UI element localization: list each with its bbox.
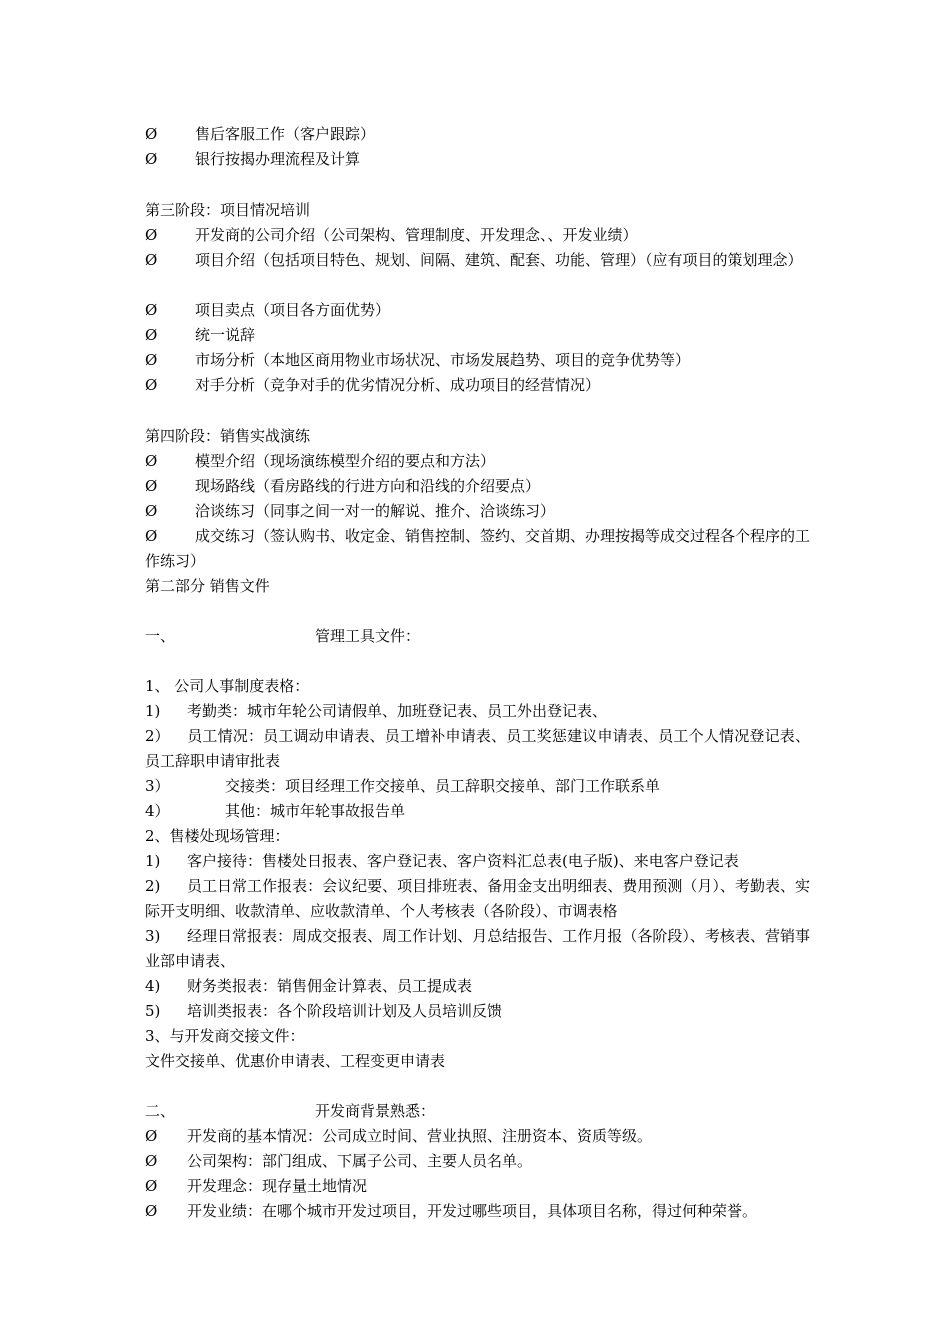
list-number: 2) bbox=[145, 877, 161, 895]
list-item bbox=[145, 999, 810, 1024]
bullet-item bbox=[145, 524, 810, 574]
bullet-text: 市场分析（本地区商用物业市场状况、市场发展趋势、项目的竞争优势等） bbox=[195, 351, 691, 369]
bullet-marker: Ø bbox=[145, 1127, 158, 1145]
list-number: 2） bbox=[145, 727, 170, 745]
section-number: 二、 bbox=[145, 1102, 176, 1120]
bullet-text: 开发商的公司介绍（公司架构、管理制度、开发理念、、开发业绩） bbox=[195, 226, 638, 244]
bullet-text: 统一说辞 bbox=[195, 326, 256, 344]
bullet-marker: Ø bbox=[145, 226, 158, 244]
bullet-text: 售后客服工作（客户跟踪） bbox=[195, 125, 376, 143]
list-text: 考勤类：城市年轮公司请假单、加班登记表、员工外出登记表、 bbox=[187, 702, 608, 720]
list-item bbox=[145, 924, 810, 974]
bullet-text: 洽谈练习（同事之间一对一的解说、推介、洽谈练习） bbox=[195, 502, 556, 520]
bullet-item bbox=[145, 1199, 810, 1224]
list-number: 4) bbox=[145, 977, 161, 995]
bullet-item bbox=[145, 474, 810, 499]
list-number: 3） bbox=[145, 777, 170, 795]
bullet-text: 银行按揭办理流程及计算 bbox=[195, 150, 361, 168]
bullet-marker: Ø bbox=[145, 301, 158, 319]
list-item bbox=[145, 874, 810, 924]
list-item bbox=[145, 849, 810, 874]
list-number: 1) bbox=[145, 702, 161, 720]
bullet-text: 对手分析（竞争对手的优劣情况分析、成功项目的经营情况） bbox=[195, 376, 601, 394]
subsection-heading: 1、 公司人事制度表格： bbox=[145, 677, 310, 695]
bullet-text: 开发理念：现存量土地情况 bbox=[187, 1177, 368, 1195]
bullet-item bbox=[145, 1149, 810, 1174]
bullet-marker: Ø bbox=[145, 477, 158, 495]
subsection-heading: 3、与开发商交接文件： bbox=[145, 1027, 305, 1045]
bullet-marker: Ø bbox=[145, 1177, 158, 1195]
bullet-text: 成交练习（签认购书、收定金、销售控制、签约、交首期、办理按揭等成交过程各个程序的工作练习） bbox=[145, 527, 811, 570]
list-text: 客户接待：售楼处日报表、客户登记表、客户资料汇总表(电子版)、来电客户登记表 bbox=[187, 852, 739, 870]
list-item bbox=[145, 699, 810, 724]
bullet-marker: Ø bbox=[145, 251, 158, 269]
list-number: 1) bbox=[145, 852, 161, 870]
bullet-item bbox=[145, 499, 810, 524]
bullet-text: 开发商的基本情况：公司成立时间、营业执照、注册资本、资质等级。 bbox=[187, 1127, 653, 1145]
bullet-item bbox=[145, 373, 810, 398]
bullet-item bbox=[145, 248, 810, 273]
bullet-item bbox=[145, 348, 810, 373]
bullet-item bbox=[145, 223, 810, 248]
stage4-heading: 第四阶段：销售实战演练 bbox=[145, 427, 311, 445]
section-title: 开发商背景熟悉： bbox=[315, 1102, 436, 1120]
bullet-item bbox=[145, 449, 810, 474]
paragraph: 文件交接单、优惠价申请表、工程变更申请表 bbox=[145, 1052, 446, 1070]
bullet-marker: Ø bbox=[145, 150, 158, 168]
stage3-heading: 第三阶段：项目情况培训 bbox=[145, 201, 311, 219]
list-item bbox=[145, 799, 810, 824]
list-text: 财务类报表：销售佣金计算表、员工提成表 bbox=[187, 977, 473, 995]
bullet-text: 项目介绍（包括项目特色、规划、间隔、建筑、配套、功能、管理）（应有项目的策划理念） bbox=[195, 251, 803, 269]
list-text: 员工情况：员工调动申请表、员工增补申请表、员工奖惩建议申请表、员工个人情况登记表、员工辞职申请审批表 bbox=[145, 727, 810, 770]
list-text: 经理日常报表：周成交报表、周工作计划、月总结报告、工作月报（各阶段）、考核表、营销事业部申请表、 bbox=[145, 927, 810, 970]
list-text: 培训类报表：各个阶段培训计划及人员培训反馈 bbox=[187, 1002, 503, 1020]
list-item bbox=[145, 774, 810, 799]
list-item bbox=[145, 724, 810, 774]
list-item bbox=[145, 974, 810, 999]
bullet-item bbox=[145, 1174, 810, 1199]
bullet-marker: Ø bbox=[145, 452, 158, 470]
bullet-marker: Ø bbox=[145, 527, 158, 545]
section-number: 一、 bbox=[145, 627, 176, 645]
section-title: 管理工具文件： bbox=[315, 627, 421, 645]
bullet-marker: Ø bbox=[145, 1152, 158, 1170]
bullet-text: 现场路线（看房路线的行进方向和沿线的介绍要点） bbox=[195, 477, 541, 495]
subsection-heading: 2、售楼处现场管理： bbox=[145, 827, 290, 845]
bullet-text: 项目卖点（项目各方面优势） bbox=[195, 301, 391, 319]
bullet-marker: Ø bbox=[145, 326, 158, 344]
list-text: 交接类：项目经理工作交接单、员工辞职交接单、部门工作联系单 bbox=[225, 777, 661, 795]
list-text: 员工日常工作报表：会议纪要、项目排班表、备用金支出明细表、费用预测（月）、考勤表、实际开支明细、收款清单、应收款清单、个人考核表（各阶段）、市调表格 bbox=[145, 877, 810, 920]
bullet-item bbox=[145, 147, 810, 172]
bullet-text: 模型介绍（现场演练模型介绍的要点和方法） bbox=[195, 452, 496, 470]
bullet-marker: Ø bbox=[145, 351, 158, 369]
list-text: 其他：城市年轮事故报告单 bbox=[225, 802, 406, 820]
bullet-item bbox=[145, 323, 810, 348]
bullet-item bbox=[145, 122, 810, 147]
list-number: 4） bbox=[145, 802, 170, 820]
bullet-text: 公司架构：部门组成、下属子公司、主要人员名单。 bbox=[187, 1152, 533, 1170]
bullet-text: 开发业绩：在哪个城市开发过项目，开发过哪些项目，具体项目名称，得过何种荣誉。 bbox=[187, 1202, 758, 1220]
bullet-marker: Ø bbox=[145, 502, 158, 520]
section-two-heading bbox=[145, 1099, 810, 1124]
bullet-marker: Ø bbox=[145, 376, 158, 394]
bullet-item bbox=[145, 298, 810, 323]
list-number: 5) bbox=[145, 1002, 161, 1020]
list-number: 3) bbox=[145, 927, 161, 945]
section-one-heading bbox=[145, 624, 810, 649]
bullet-marker: Ø bbox=[145, 1202, 158, 1220]
part2-heading: 第二部分 销售文件 bbox=[145, 577, 270, 595]
bullet-item bbox=[145, 1124, 810, 1149]
bullet-marker: Ø bbox=[145, 125, 158, 143]
